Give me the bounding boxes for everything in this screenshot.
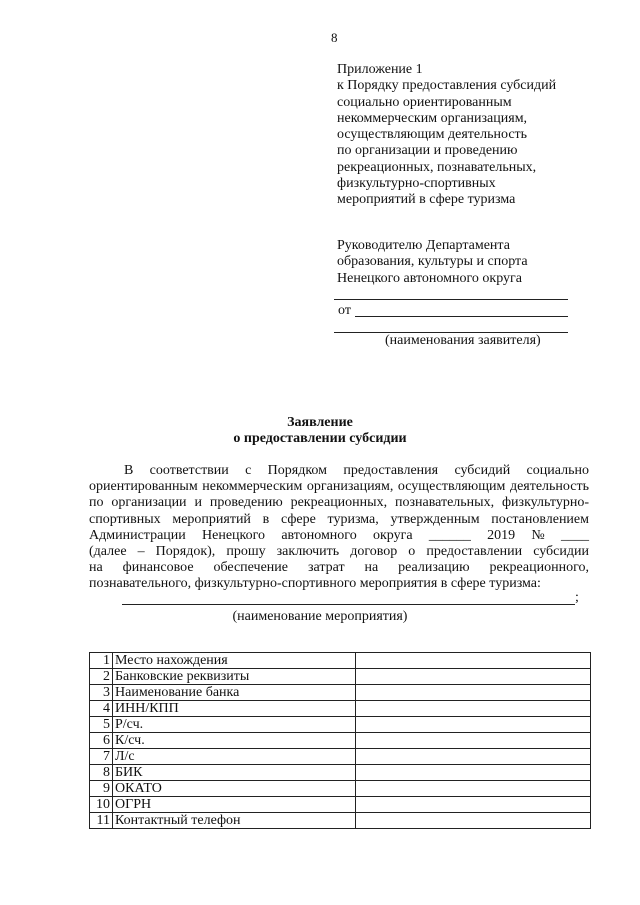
- table-row: [90, 813, 591, 829]
- row-label: ОГРН: [113, 797, 356, 813]
- body-word: спортивных: [89, 511, 161, 527]
- body-word: предоставления: [343, 463, 439, 478]
- body-line: [89, 463, 589, 479]
- details-table: [89, 652, 591, 829]
- body-line: [89, 479, 589, 495]
- body-word: В: [124, 463, 134, 478]
- body-word: физкультурно-: [501, 495, 589, 511]
- row-number: 5: [90, 717, 113, 733]
- event-name-line: [122, 604, 575, 605]
- body-word: на: [364, 560, 379, 576]
- table-row: [90, 749, 591, 765]
- row-label: Р/сч.: [113, 717, 356, 733]
- row-value-field[interactable]: [356, 749, 591, 765]
- body-word: субсидии: [533, 544, 589, 560]
- table-row: [90, 685, 591, 701]
- appendix-line: некоммерческим организациям,: [337, 110, 528, 126]
- row-number: 4: [90, 701, 113, 717]
- row-value-field[interactable]: [356, 797, 591, 813]
- body-word: (далее: [89, 544, 127, 560]
- row-number: 7: [90, 749, 113, 765]
- body-word: реализацию: [398, 560, 470, 576]
- body-word: Порядок),: [155, 544, 216, 560]
- body-word: затрат: [307, 560, 345, 576]
- body-word: на: [89, 560, 103, 576]
- row-label: БИК: [113, 765, 356, 781]
- body-line: [89, 528, 589, 544]
- body-line-last: познавательного, физкультурно-спортивного мероприятия в сфере туризма:: [89, 576, 541, 592]
- body-word: утвержденным: [390, 511, 480, 527]
- body-word: организациям,: [306, 479, 394, 495]
- appendix-line: к Порядку предоставления субсидий: [337, 78, 557, 94]
- row-value-field[interactable]: [356, 685, 591, 701]
- body-word: в: [262, 511, 270, 527]
- row-value-field[interactable]: [356, 733, 591, 749]
- appendix-line: по организации и проведению: [337, 143, 518, 159]
- body-word: мероприятий: [172, 511, 251, 527]
- row-label: Л/с: [113, 749, 356, 765]
- table-row: [90, 765, 591, 781]
- body-word: –: [137, 544, 145, 560]
- page-number: 8: [331, 30, 338, 45]
- body-line: [89, 495, 589, 511]
- row-value-field[interactable]: [356, 717, 591, 733]
- row-value-field[interactable]: [356, 813, 591, 829]
- recipient-line: образования, культуры и спорта: [337, 254, 528, 270]
- body-word: постановлением: [491, 511, 589, 527]
- row-label: ИНН/КПП: [113, 701, 356, 717]
- body-word: Администрации: [89, 527, 186, 543]
- row-label: Место нахождения: [113, 653, 356, 669]
- body-word: заключить: [276, 544, 340, 560]
- row-value-field[interactable]: [356, 669, 591, 685]
- body-word: о: [408, 544, 416, 560]
- body-word: туризма,: [327, 511, 379, 527]
- body-word: ____: [560, 527, 589, 543]
- title-line-2: о предоставлении субсидии: [233, 431, 407, 446]
- body-word: рекреационных,: [290, 495, 388, 511]
- row-value-field[interactable]: [356, 701, 591, 717]
- row-number: 6: [90, 733, 113, 749]
- row-value-field[interactable]: [356, 765, 591, 781]
- row-label: Банковские реквизиты: [113, 669, 356, 685]
- row-label: Контактный телефон: [113, 813, 356, 829]
- appendix-line: рекреационных, познавательных,: [337, 159, 537, 175]
- event-caption: (наименование мероприятия): [232, 609, 408, 624]
- body-word: соответствии: [149, 463, 229, 478]
- row-number: 1: [90, 653, 113, 669]
- body-word: ______: [428, 527, 471, 543]
- appendix-line: социально ориентированным: [337, 94, 512, 110]
- body-word: с: [245, 463, 252, 478]
- body-word: округа: [372, 527, 413, 543]
- table-row: [90, 669, 591, 685]
- from-label: от: [338, 303, 351, 318]
- body-word: осуществляющим: [397, 479, 506, 495]
- body-word: №: [531, 527, 545, 543]
- body-word: рекреационного,: [489, 560, 589, 576]
- table-row: [90, 797, 591, 813]
- row-number: 3: [90, 685, 113, 701]
- table-row: [90, 653, 591, 669]
- body-word: социально: [526, 463, 589, 478]
- appendix-line: физкультурно-спортивных: [337, 176, 496, 192]
- applicant-line-1: [334, 299, 568, 300]
- title-line-1: Заявление: [287, 415, 353, 430]
- applicant-caption: (наименования заявителя): [385, 333, 541, 348]
- row-value-field[interactable]: [356, 781, 591, 797]
- body-word: обеспечение: [213, 560, 288, 576]
- event-semicolon: ;: [575, 590, 579, 605]
- appendix-header: [337, 62, 627, 209]
- body-word: прошу: [226, 544, 266, 560]
- row-number: 8: [90, 765, 113, 781]
- row-label: К/сч.: [113, 733, 356, 749]
- row-number: 2: [90, 669, 113, 685]
- table-row: [90, 781, 591, 797]
- body-word: познавательных,: [394, 495, 495, 511]
- table-row: [90, 701, 591, 717]
- recipient-line: Руководителю Департамента: [337, 238, 510, 253]
- body-word: предоставлении: [426, 544, 523, 560]
- recipient-line: Ненецкого автономного округа: [337, 270, 522, 286]
- table-row: [90, 717, 591, 733]
- row-label: Наименование банка: [113, 685, 356, 701]
- recipient-block: [337, 238, 528, 287]
- appendix-line: осуществляющим деятельность: [337, 127, 528, 143]
- row-number: 11: [90, 813, 113, 829]
- body-word: некоммерческим: [202, 479, 303, 495]
- row-number: 9: [90, 781, 113, 797]
- applicant-line-2: [355, 316, 568, 317]
- body-word: субсидий: [454, 463, 511, 478]
- body-line: [89, 544, 589, 560]
- body-word: и: [194, 495, 202, 511]
- body-word: договор: [350, 544, 398, 560]
- table-row: [90, 733, 591, 749]
- body-word: финансовое: [122, 560, 194, 576]
- body-word: по: [89, 495, 104, 511]
- body-word: Ненецкого: [202, 527, 266, 543]
- body-word: организации: [111, 495, 187, 511]
- row-number: 10: [90, 797, 113, 813]
- body-word: Порядком: [267, 463, 328, 478]
- body-line: [89, 512, 589, 528]
- body-word: сфере: [280, 511, 316, 527]
- appendix-line: Приложение 1: [337, 62, 423, 77]
- body-word: деятельность: [509, 479, 589, 495]
- row-value-field[interactable]: [356, 653, 591, 669]
- row-label: ОКАТО: [113, 781, 356, 797]
- document-title: [0, 415, 640, 447]
- body-word: 2019: [487, 527, 516, 543]
- appendix-line: мероприятий в сфере туризма: [337, 192, 516, 208]
- body-paragraph: [89, 463, 589, 593]
- body-word: проведению: [209, 495, 283, 511]
- body-line: [89, 560, 589, 576]
- body-word: ориентированным: [89, 479, 198, 495]
- body-word: автономного: [281, 527, 357, 543]
